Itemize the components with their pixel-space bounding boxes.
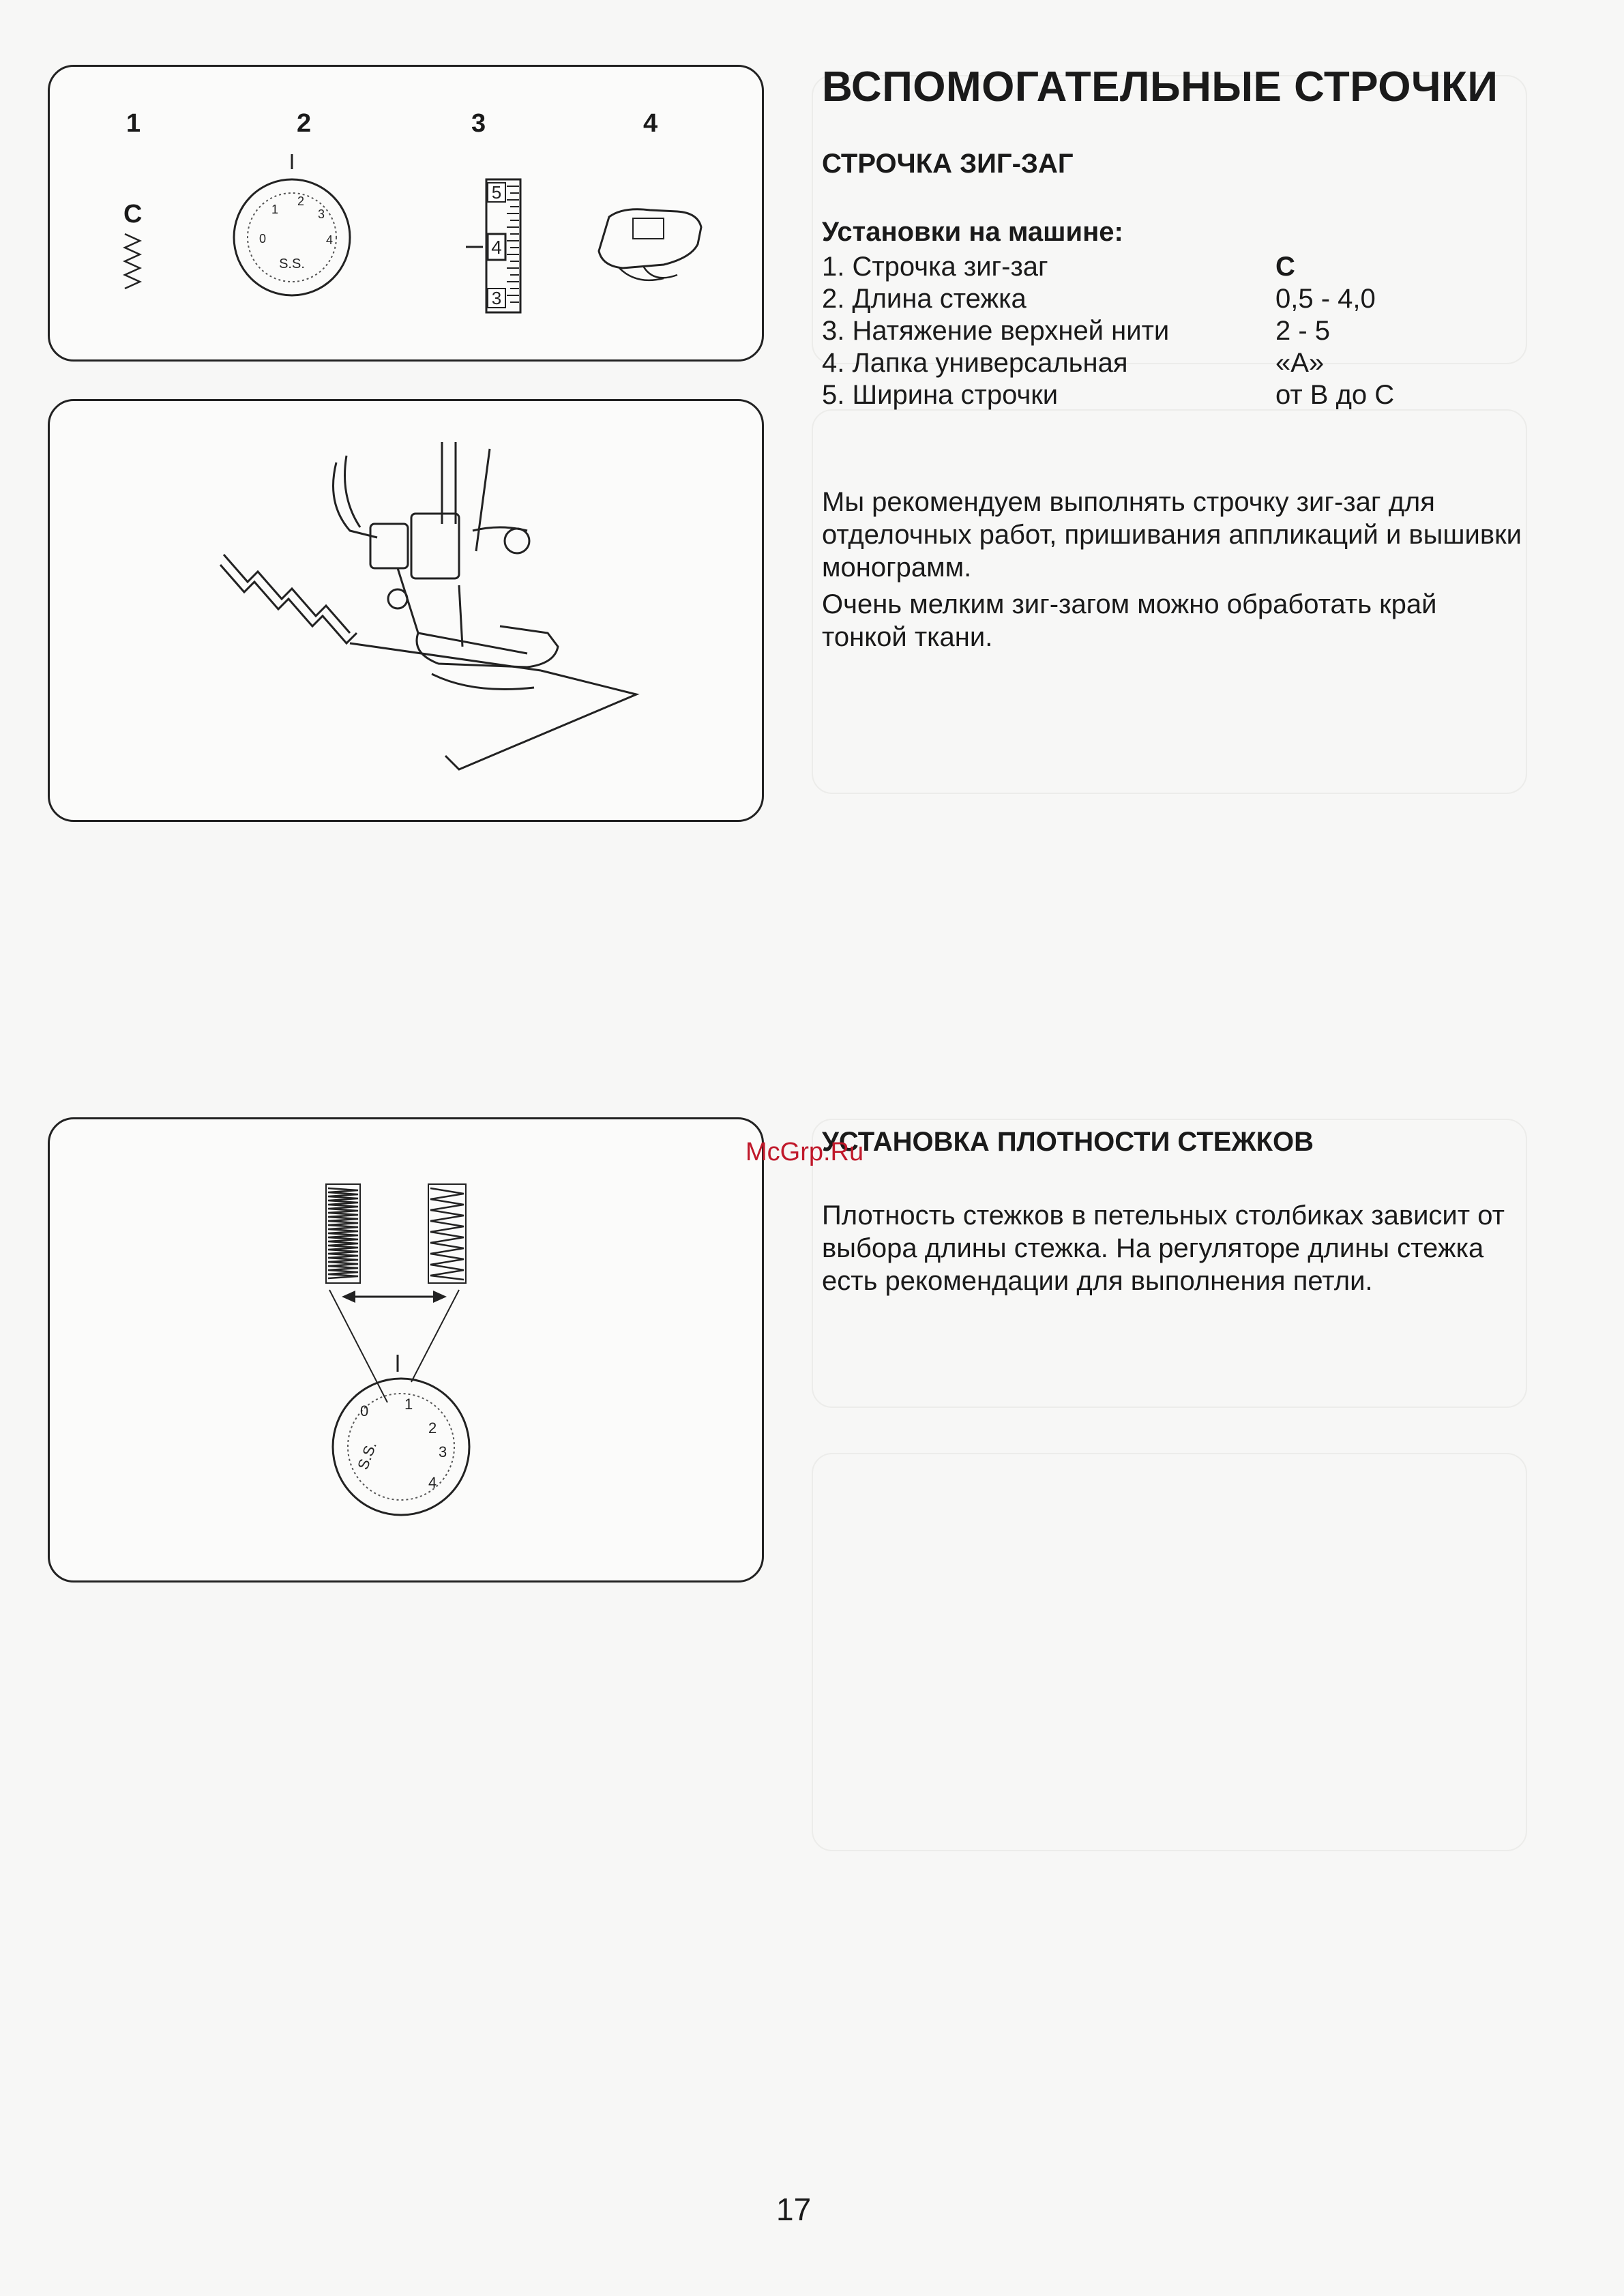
- dial-tick: 2: [297, 194, 305, 208]
- zigzag-stitch-icon: [118, 231, 145, 295]
- density-paragraph: Плотность стежков в петельных столбиках зависит от выбора длины стежка. На регуляторе длины стежка есть рекомендации для выполнения петли.: [822, 1201, 1505, 1296]
- settings-row: [822, 251, 1394, 283]
- zigzag-paragraph-1: Мы рекомендуем выполнять строчку зиг-заг для отделочных работ, пришивания аппликаций и вышивки монограмм.: [822, 487, 1522, 583]
- dial-ss-label: S.S.: [279, 256, 305, 271]
- dial-tick: 4: [428, 1474, 437, 1491]
- setting-label: 1. Строчка зиг-заг: [822, 252, 1048, 282]
- dial-tick: 0: [259, 232, 267, 246]
- svg-text:4: 4: [491, 237, 502, 258]
- tension-dial-icon: [439, 176, 541, 319]
- setting-value: 0,5 - 4,0: [1275, 284, 1376, 314]
- setting-value: от В до С: [1275, 380, 1395, 410]
- watermark: McGrp.Ru: [745, 1138, 864, 1166]
- show-through-box: [812, 1453, 1527, 1851]
- dial-ss-label: S.S.: [354, 1439, 380, 1472]
- settings-list: [822, 251, 1394, 411]
- zigzag-heading: СТРОЧКА ЗИГ-ЗАГ: [822, 149, 1074, 179]
- settings-row: [822, 283, 1394, 315]
- dial-tick: 3: [318, 207, 325, 221]
- dial-tick: 4: [326, 233, 334, 247]
- setting-label: 4. Лапка универсальная: [822, 348, 1128, 378]
- page-title: ВСПОМОГАТЕЛЬНЫЕ СТРОЧКИ: [822, 63, 1498, 111]
- dial-tick: 1: [404, 1396, 413, 1413]
- setting-label: 2. Длина стежка: [822, 284, 1027, 314]
- dial-tick: 1: [271, 203, 279, 216]
- figure-number-2: 2: [297, 109, 312, 138]
- settings-row: [822, 347, 1394, 379]
- presser-foot-icon: [582, 203, 718, 292]
- stitch-letter: C: [123, 200, 143, 229]
- dial-tick: 3: [439, 1443, 447, 1460]
- zigzag-paragraph-2: Очень мелким зиг-загом можно обработать край тонкой ткани.: [822, 589, 1437, 652]
- figure-number-3: 3: [471, 109, 486, 138]
- setting-value: 2 - 5: [1275, 316, 1331, 346]
- stitch-length-dial-icon: [224, 142, 360, 306]
- figure-number-1: 1: [126, 109, 141, 138]
- setting-label: 3. Натяжение верхней нити: [822, 316, 1170, 346]
- setting-value: «А»: [1275, 348, 1325, 378]
- buttonhole-density-illustration: [302, 1177, 534, 1532]
- presser-foot-sewing-illustration: [118, 428, 677, 797]
- figure-sewing-panel: [48, 399, 764, 822]
- svg-text:5: 5: [491, 182, 502, 203]
- density-heading: УСТАНОВКА ПЛОТНОСТИ СТЕЖКОВ: [822, 1127, 1314, 1157]
- figure-number-4: 4: [643, 109, 658, 138]
- settings-row: [822, 379, 1394, 411]
- dial-tick: 0: [360, 1402, 369, 1419]
- settings-heading: Установки на машине:: [822, 217, 1123, 247]
- dial-tick: 2: [428, 1419, 437, 1437]
- svg-text:3: 3: [491, 288, 502, 308]
- setting-value: С: [1275, 252, 1295, 282]
- figure-buttonhole-panel: [48, 1117, 764, 1583]
- setting-label: 5. Ширина строчки: [822, 380, 1059, 410]
- settings-row: [822, 315, 1394, 347]
- page-number: 17: [776, 2192, 812, 2227]
- figure-settings-panel: [48, 65, 764, 362]
